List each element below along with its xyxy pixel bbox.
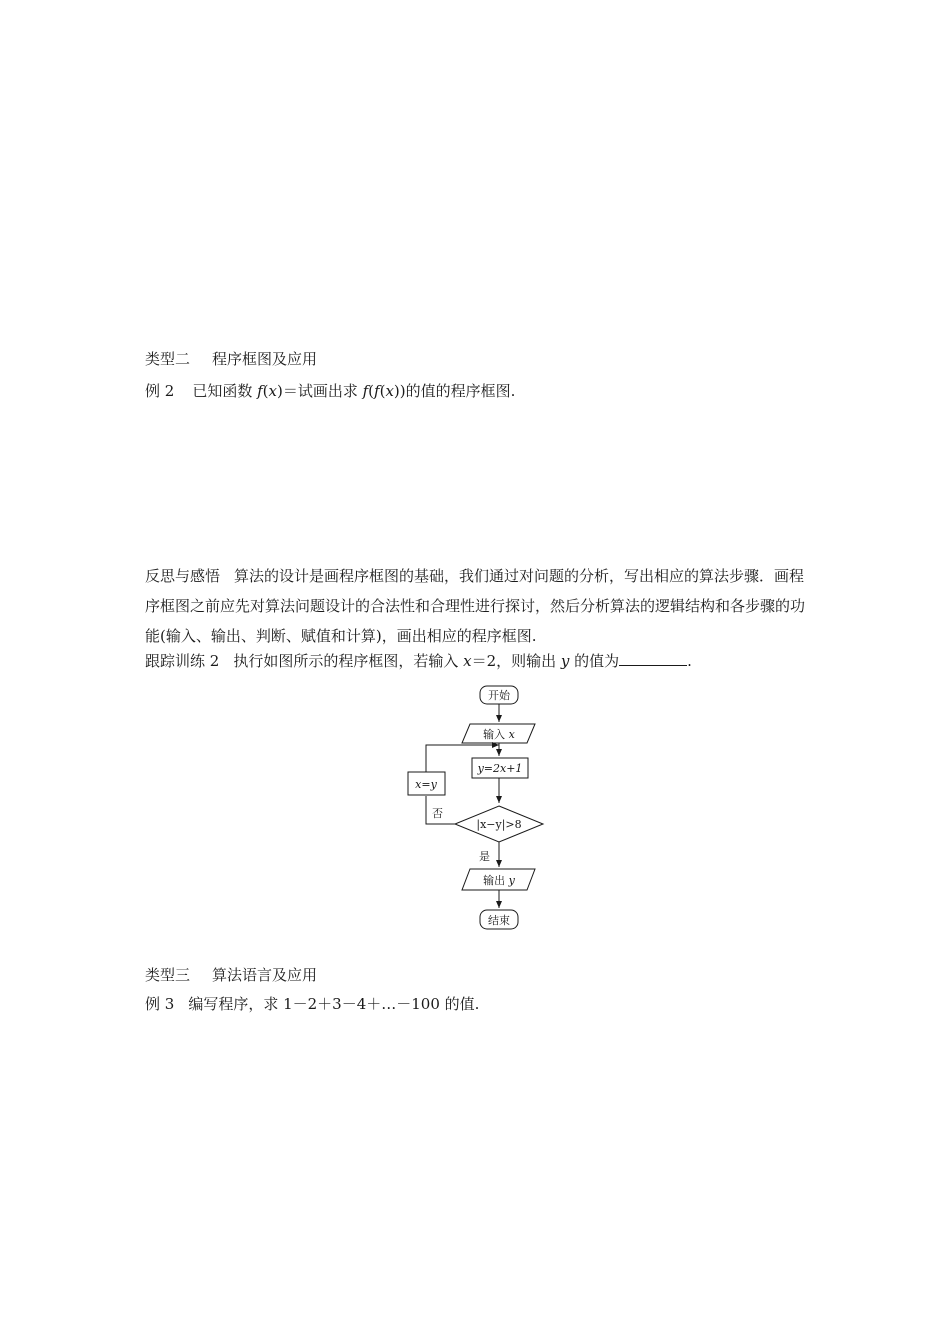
exercise-2-text-4: . — [687, 652, 692, 670]
output-label: 输出 y — [483, 874, 515, 887]
exercise-2-text-1: 执行如图所示的程序框图，若输入 — [233, 652, 464, 670]
start-label: 开始 — [488, 689, 510, 702]
section-2-name: 程序框图及应用 — [212, 350, 318, 368]
exercise-2-label: 跟踪训练 2 — [145, 652, 220, 670]
exercise-2-text-3: 的值为 — [569, 652, 620, 670]
reflection-label: 反思与感悟 — [145, 567, 221, 585]
assign-y-label: y=2x+1 — [477, 762, 523, 775]
section-2-title: 类型二 — [145, 350, 191, 368]
exercise-2-x: x — [463, 652, 472, 670]
section-3-name: 算法语言及应用 — [212, 966, 318, 984]
example-3-text: 编写程序，求 1－2＋3－4＋…－100 的值. — [188, 995, 480, 1013]
example-2-x1: x — [268, 382, 277, 400]
no-label: 否 — [432, 807, 443, 820]
yes-label: 是 — [479, 850, 490, 863]
section-3-heading — [145, 964, 317, 986]
input-label: 输入 x — [483, 728, 515, 741]
reflection-text: 算法的设计是画程序框图的基础，我们通过对问题的分析，写出相应的算法步骤．画程序框图之前应先对算法问题设计的合法性和合理性进行探讨，然后分析算法的逻辑结构和各步骤的功能(输入、输出、判断、赋值和计算)，画出相应的程序框图. — [145, 567, 806, 645]
example-3 — [145, 993, 479, 1015]
example-2-text-6: ))的值的程序框图. — [393, 382, 516, 400]
section-3-title: 类型三 — [145, 966, 191, 984]
end-label: 结束 — [488, 914, 510, 927]
example-2-text-1: 已知函数 — [192, 382, 258, 400]
example-2-label: 例 2 — [145, 382, 175, 400]
example-2-x2: x — [385, 382, 394, 400]
exercise-2-text-2: ＝2，则输出 — [471, 652, 561, 670]
example-2-f3: f — [374, 382, 380, 400]
example-2-text-3: )＝试画出求 — [276, 382, 363, 400]
example-2-f1: f — [257, 382, 263, 400]
example-2-text-5: ( — [379, 382, 386, 400]
exercise-2-y: y — [560, 652, 570, 670]
example-2-text-2: ( — [262, 382, 269, 400]
assign-x-label: x=y — [415, 778, 437, 791]
condition-label: |x−y|>8 — [476, 818, 522, 831]
example-3-label: 例 3 — [145, 995, 175, 1013]
example-2-f2: f — [362, 382, 369, 400]
example-2-text-4: ( — [368, 382, 375, 400]
